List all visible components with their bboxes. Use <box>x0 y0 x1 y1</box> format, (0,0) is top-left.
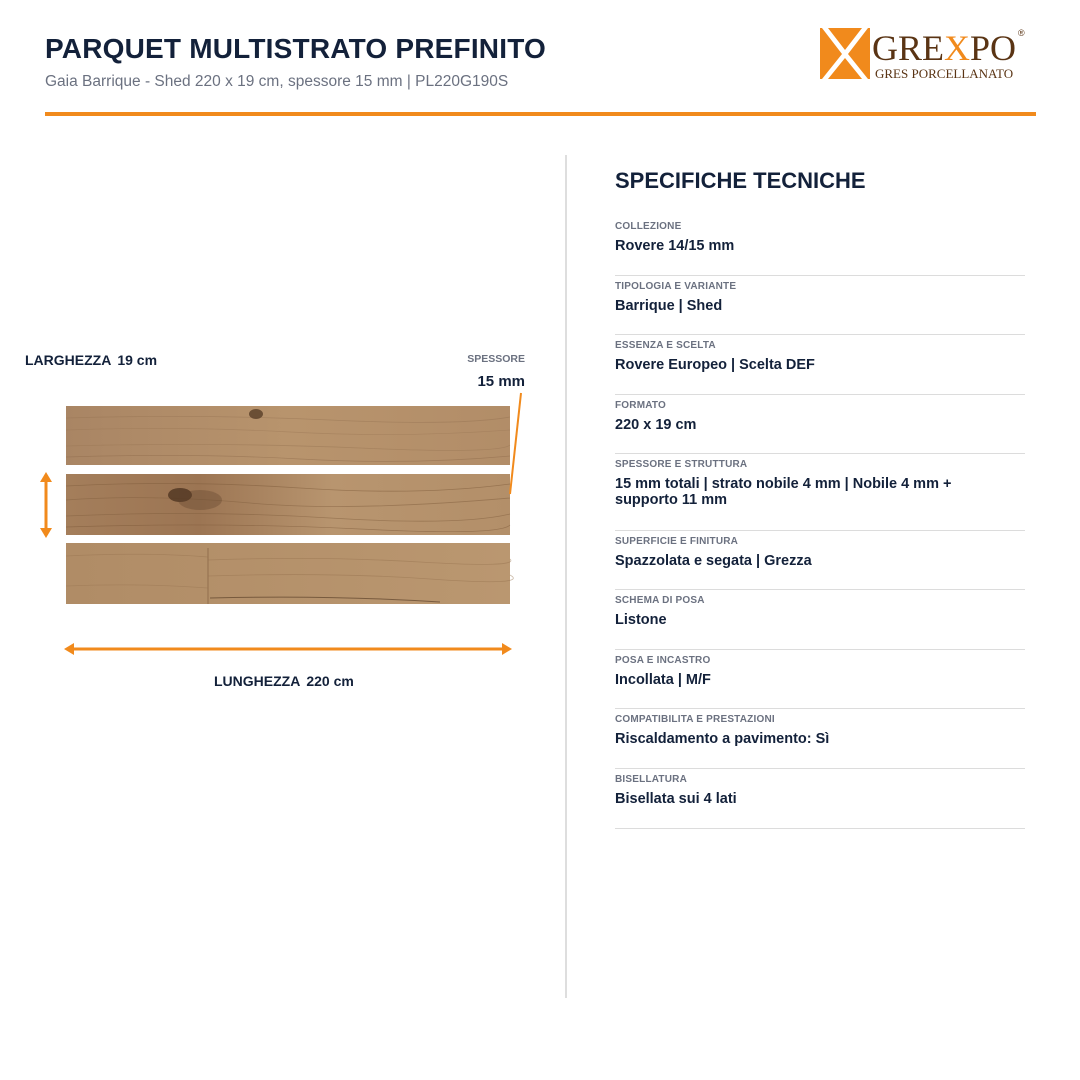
svg-text:®: ® <box>1018 28 1025 38</box>
board-top <box>66 406 510 465</box>
spec-value: 220 x 19 cm <box>615 417 697 433</box>
page-title: PARQUET MULTISTRATO PREFINITO <box>45 33 546 64</box>
spec-value: Incollata | M/F <box>615 672 711 688</box>
spec-label: TIPOLOGIA E VARIANTE <box>615 281 737 292</box>
spec-label: POSA E INCASTRO <box>615 655 711 666</box>
column-divider <box>565 155 567 998</box>
spec-label: COMPATIBILITA E PRESTAZIONI <box>615 714 775 725</box>
length-value: 220 cm <box>306 673 354 689</box>
board-bottom <box>66 543 513 604</box>
parquet-boards-illustration <box>0 0 560 720</box>
spec-label: COLLEZIONE <box>615 221 682 232</box>
spec-label: SCHEMA DI POSA <box>615 595 705 606</box>
width-value: 19 cm <box>117 352 158 368</box>
spec-row <box>615 395 1025 454</box>
spec-value: Barrique | Shed <box>615 298 723 314</box>
spec-label: FORMATO <box>615 400 667 411</box>
spec-row <box>615 454 1025 531</box>
spec-label: SUPERFICIE E FINITURA <box>615 536 739 547</box>
spec-value: Rovere Europeo | Scelta DEF <box>615 357 815 373</box>
width-arrow <box>40 472 52 538</box>
spec-row <box>615 650 1025 709</box>
svg-text:GRES PORCELLANATO: GRES PORCELLANATO <box>875 66 1014 81</box>
spec-row <box>615 590 1025 650</box>
spec-value: Riscaldamento a pavimento: Sì <box>615 731 830 747</box>
svg-text:PO: PO <box>970 28 1017 68</box>
spec-row <box>615 216 1025 276</box>
length-dimension <box>214 673 354 689</box>
thickness-label: SPESSORE <box>467 353 525 365</box>
thickness-leader-line <box>510 393 521 494</box>
board-middle <box>66 474 510 535</box>
length-label: LUNGHEZZA <box>214 673 301 689</box>
spec-value: Rovere 14/15 mm <box>615 238 735 254</box>
spec-value: Bisellata sui 4 lati <box>615 791 737 807</box>
grexpo-logo <box>818 24 1030 84</box>
spec-label: ESSENZA E SCELTA <box>615 340 716 351</box>
spec-value: 15 mm totali | strato nobile 4 mm | Nobile 4 mm + supporto 11 mm <box>615 476 952 508</box>
svg-text:X: X <box>944 28 970 68</box>
spec-value: Spazzolata e segata | Grezza <box>615 553 812 569</box>
spec-row <box>615 709 1025 769</box>
spec-list <box>615 216 1025 829</box>
width-label: LARGHEZZA <box>25 352 112 368</box>
spec-row <box>615 769 1025 829</box>
page-subtitle: Gaia Barrique - Shed 220 x 19 cm, spessore 15 mm | PL220G190S <box>45 73 509 90</box>
thickness-value: 15 mm <box>477 373 525 390</box>
spec-row <box>615 276 1025 335</box>
spec-label: SPESSORE E STRUTTURA <box>615 459 748 470</box>
spec-row <box>615 335 1025 395</box>
spec-row <box>615 531 1025 590</box>
svg-text:GRE: GRE <box>872 28 944 68</box>
spec-value: Listone <box>615 612 667 628</box>
length-arrow <box>64 643 512 655</box>
spec-label: BISELLATURA <box>615 774 688 785</box>
specs-heading: SPECIFICHE TECNICHE <box>615 168 866 193</box>
